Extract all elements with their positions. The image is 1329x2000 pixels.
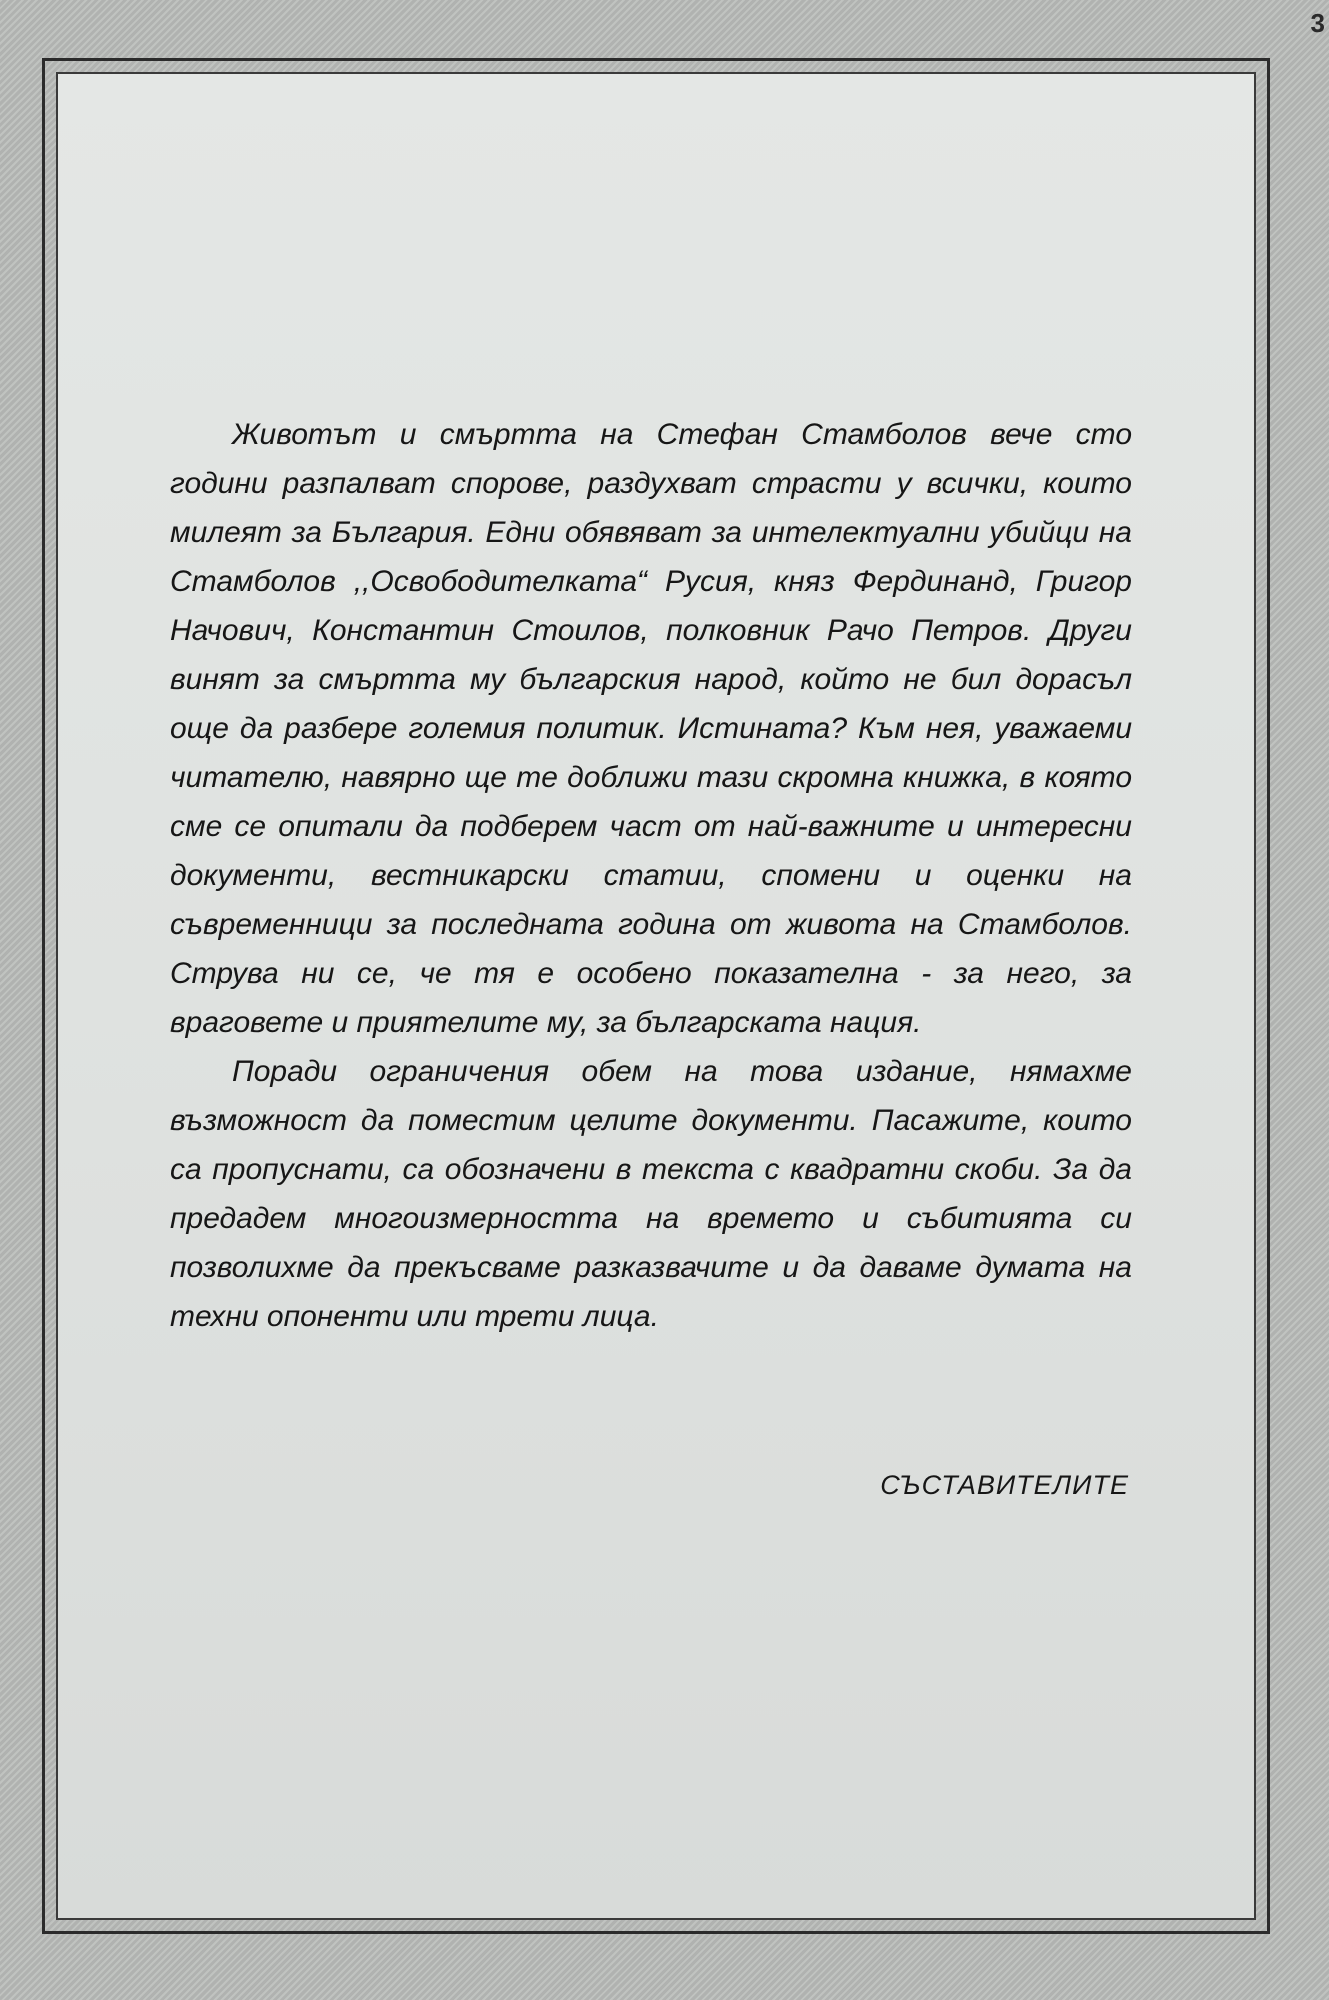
signature: СЪСТАВИТЕЛИТЕ xyxy=(880,1470,1129,1500)
preface-text xyxy=(170,410,1132,1341)
paragraph-1: Животът и смъртта на Стефан Стамболов вече сто години разпалват спорове, раздухват страсти у всички, които милеят за България. Едни обявяват за интелектуални убийци на Стамболов ,,Освободителката“ Русия, княз Фердинанд, Григор Начович, Константин Стоилов, полковник Рачо Петров. Други винят за смъртта му българския народ, който не бил дорасъл още да разбере големия политик. Истината? Към нея, уважаеми читателю, навярно ще те доближи тази скромна книжка, в която сме се опитали да подберем част от най-важните и интересни документи, вестникарски статии, спомени и оценки на съвременници за последната година от живота на Стамболов. Струва ни се, че тя е особено показателна - за него, за враговете и приятелите му, за българската нация. xyxy=(170,418,1132,1039)
page-number: 3 xyxy=(1310,8,1325,38)
paragraph-2: Поради ограничения обем на това издание, нямахме възможност да поместим целите документи. Пасажите, които са пропуснати, са обозначени в текста с квадратни скоби. За да предадем многоизмерността на времето и събитията си позволихме да прекъсваме разказвачите и да даваме думата на техни опоненти или трети лица. xyxy=(170,1055,1132,1333)
